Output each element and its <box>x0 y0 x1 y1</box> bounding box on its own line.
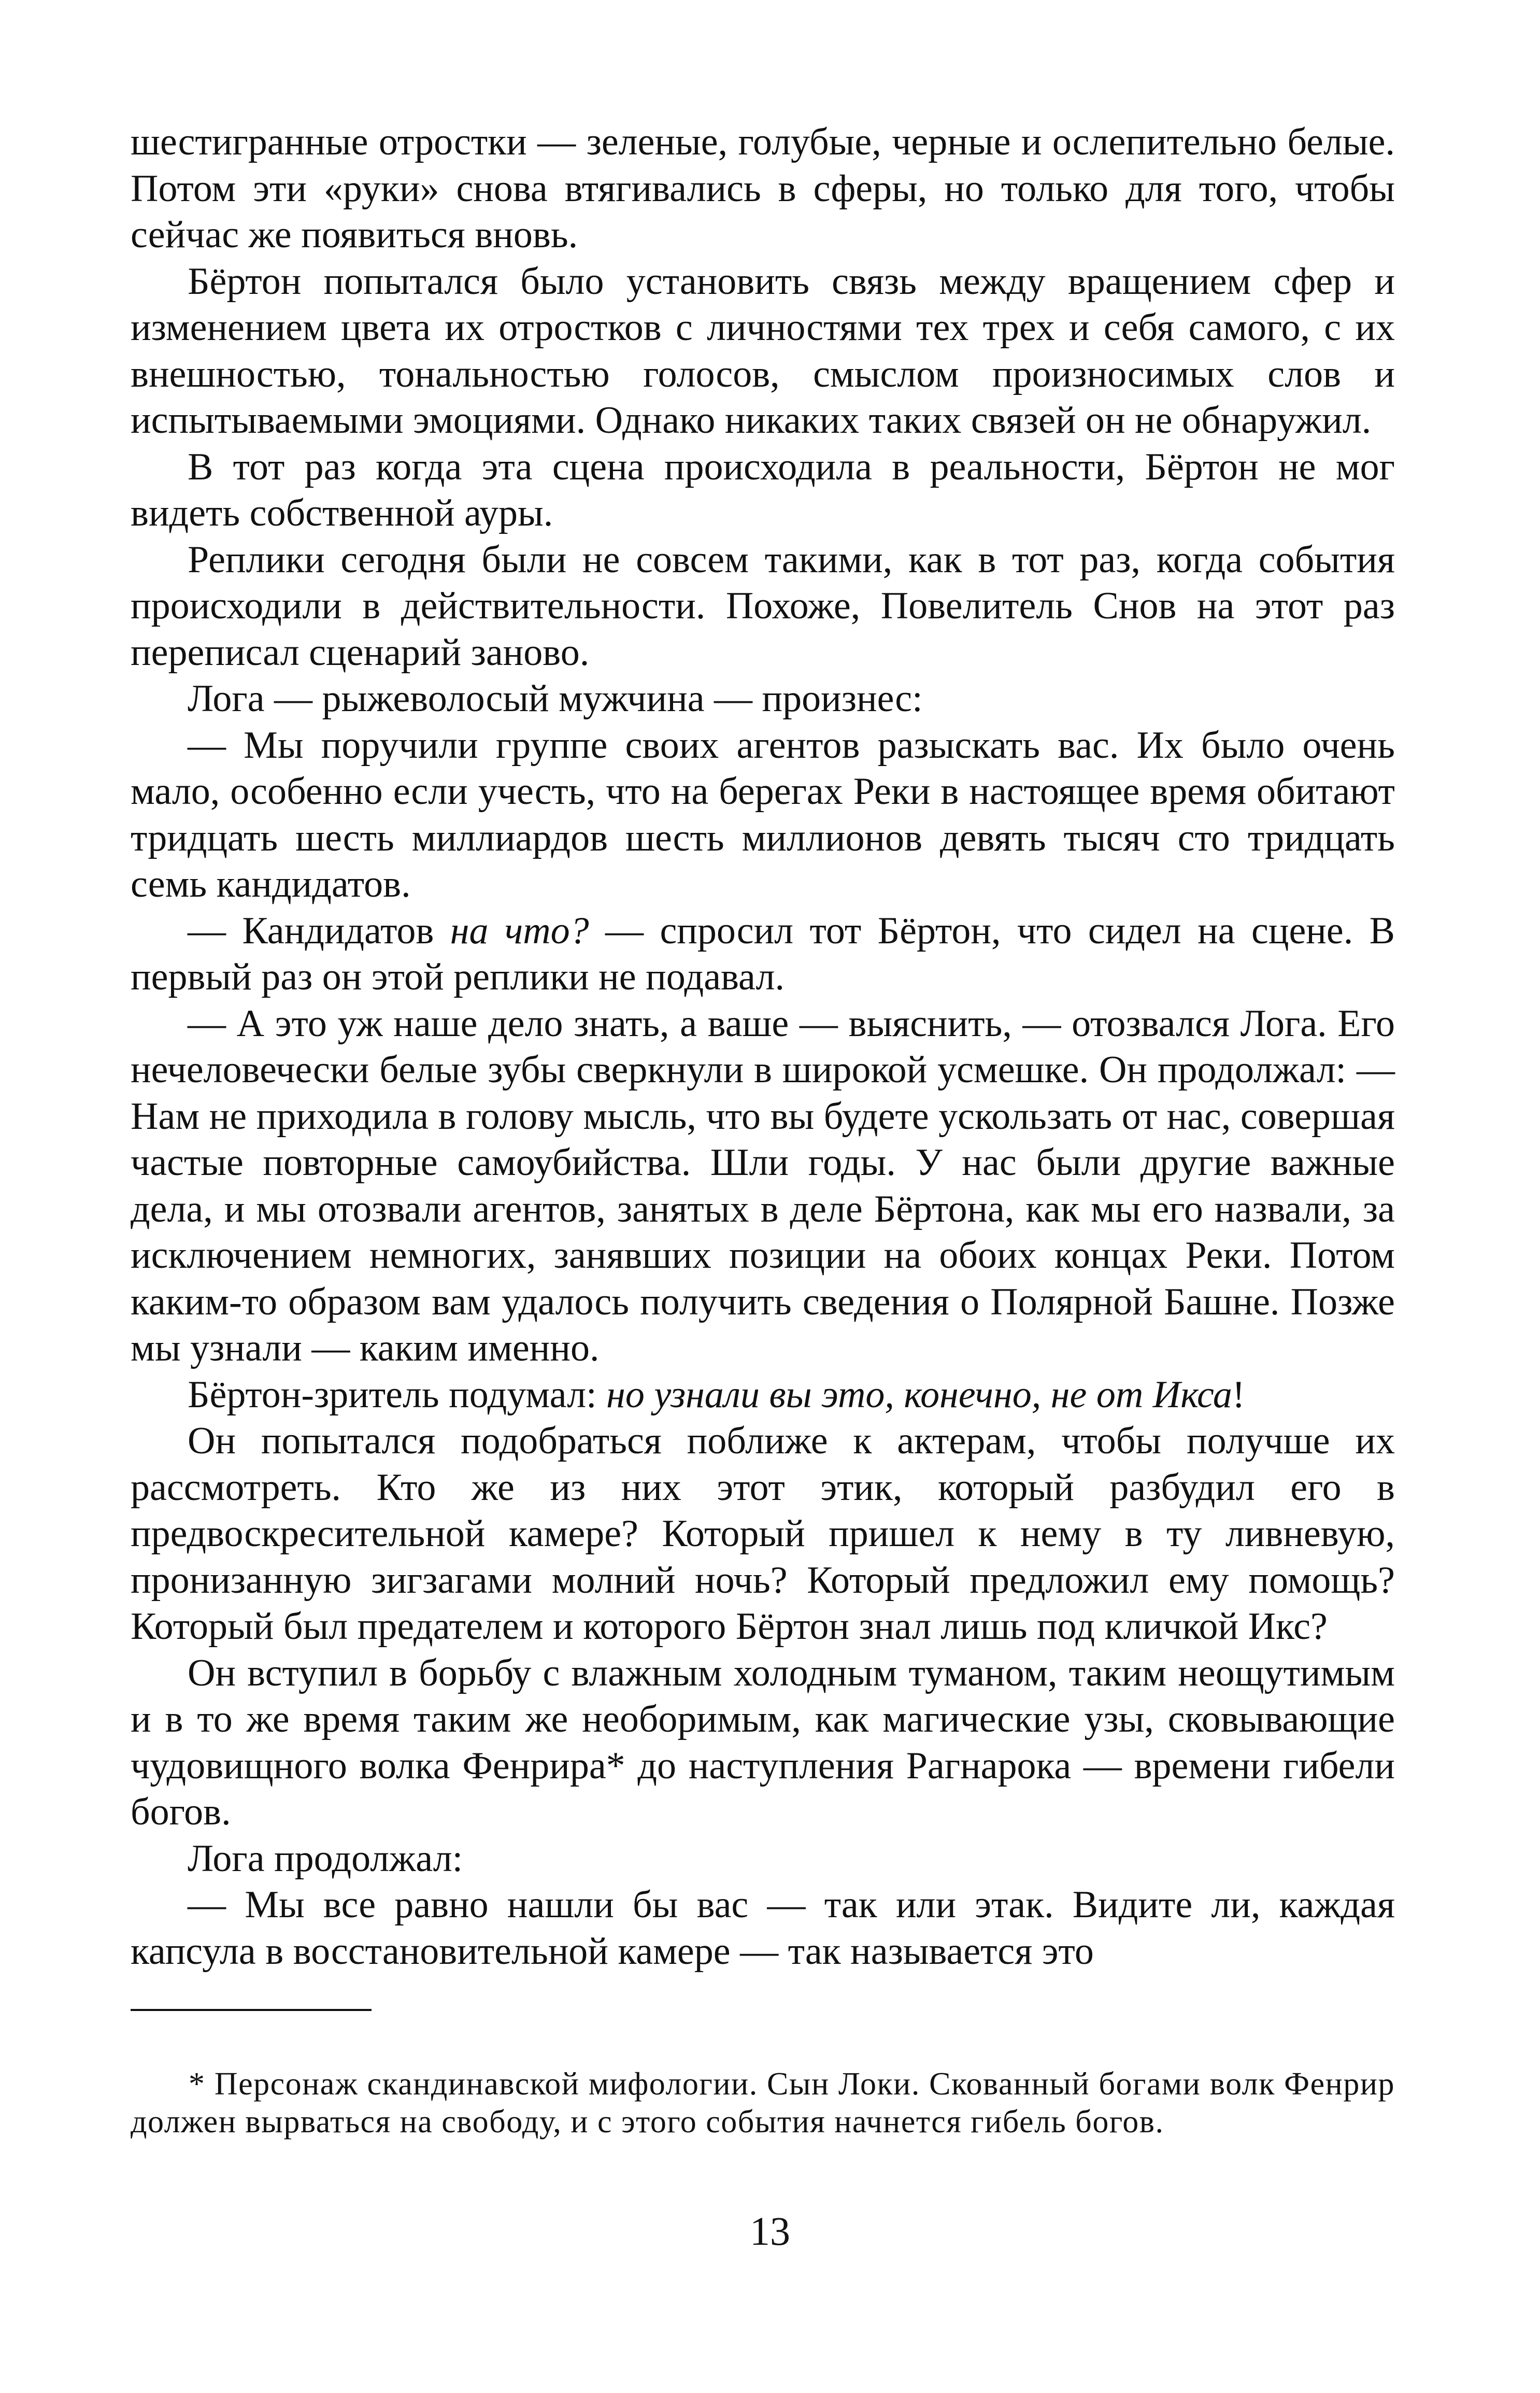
paragraph-8: — А это уж наше дело знать, а ваше — выяснить, — отозвался Лога. Его нечеловечески белые зубы сверкнули в широкой усмешке. Он продолжал: — Нам не приходила в голову мысль, что вы будете ускользать от нас, совершая частые повторные самоубийства. Шли годы. У нас были другие важные дела, и мы отозвали агентов, занятых в деле Бёртона, как мы его назвали, за исключением немногих, занявших позиции на обоих концах Реки. Потом каким-то образом вам удалось получить сведения о Полярной Башне. Позже мы узнали — каким именно. <box>131 1002 1395 1369</box>
paragraph-5: Лога — рыжеволосый мужчина — произнес: <box>188 677 923 720</box>
paragraph-7-after: — спросил тот Бёртон, что сидел на сцене. В первый раз он этой реплики не подавал. <box>131 909 1395 998</box>
paragraph-9-before: Бёртон-зритель подумал: <box>188 1373 607 1416</box>
paragraph-12: Лога продолжал: <box>188 1837 463 1880</box>
paragraph-1: шестигранные отростки — зеленые, голубые, черные и ослепительно белые. Потом эти «руки» снова втягивались в сферы, но только для того, чтобы сейчас же появиться вновь. <box>131 121 1395 256</box>
paragraph-7 <box>131 908 1395 1001</box>
page-number: 13 <box>750 2208 790 2254</box>
paragraph-10: Он попытался подобраться поближе к актерам, чтобы получше их рассмотреть. Кто же из них этот этик, который разбудил его в предвоскресительной камере? Который пришел к нему в ту ливневую, пронизанную зигзагами молний ночь? Который предложил ему помощь? Который был предателем и которого Бёртон знал лишь под кличкой Икс? <box>131 1420 1395 1648</box>
paragraph-7-before: — Кандидатов <box>188 909 450 952</box>
paragraph-11: Он вступил в борьбу с влажным холодным туманом, таким неощутимым и в то же время таким же необоримым, как магические узы, сковывающие чудовищного волка Фенрира* до наступления Рагнарока — времени гибели богов. <box>131 1651 1395 1833</box>
paragraph-9-after: ! <box>1232 1373 1245 1416</box>
paragraph-6: — Мы поручили группе своих агентов разыскать вас. Их было очень мало, особенно если учесть, что на берегах Реки в настоящее время обитают тридцать шесть миллиардов шесть миллионов девять тысяч сто тридцать семь кандидатов. <box>131 724 1395 905</box>
footnote: * Персонаж скандинавской мифологии. Сын Локи. Скованный богами волк Фенрир должен вырваться на свободу, и с этого события начнется гибель богов. <box>131 2066 1395 2140</box>
paragraph-13: — Мы все равно нашли бы вас — так или этак. Видите ли, каждая капсула в восстановительной камере — так называется это <box>131 1884 1395 1973</box>
paragraph-9 <box>131 1372 1395 1419</box>
paragraph-9-italic: но узнали вы это, конечно, не от Икса <box>606 1373 1232 1416</box>
paragraph-2: Бёртон попытался было установить связь между вращением сфер и изменением цвета их отростков с личностями тех трех и себя самого, с их внешностью, тональностью голосов, смыслом произносимых слов и испытываемыми эмоциями. Однако никаких таких связей он не обнаружил. <box>131 260 1395 442</box>
footnote-rule <box>131 2009 372 2011</box>
paragraph-7-italic: на что? <box>450 909 589 952</box>
page-body <box>131 119 1395 1975</box>
paragraph-4: Реплики сегодня были не совсем такими, как в тот раз, когда события происходили в действительности. Похоже, Повелитель Снов на этот раз переписал сценарий заново. <box>131 538 1395 674</box>
paragraph-3: В тот раз когда эта сцена происходила в реальности, Бёртон не мог видеть собственной ауры. <box>131 445 1395 534</box>
